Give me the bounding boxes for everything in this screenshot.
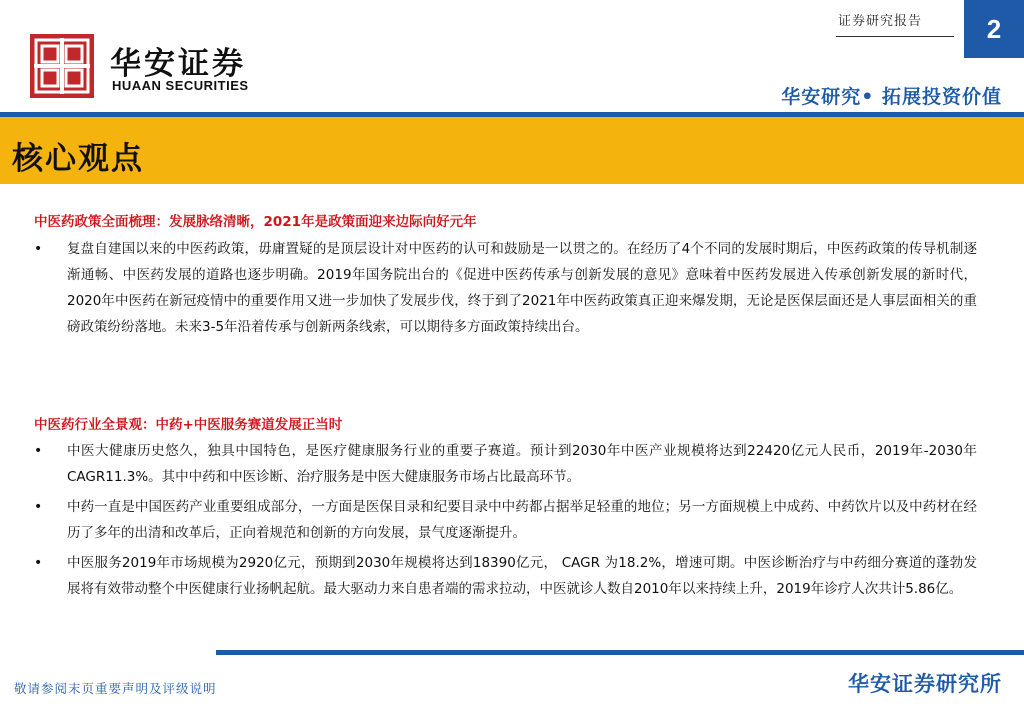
bullet-text: 中药一直是中国医药产业重要组成部分，一方面是医保目录和纪要目录中中药都占据举足轻重的地位；另一方面规模上中成药、中药饮片以及中药材在经历了多年的出清和改革后，正向着规范和创新的方向发展，景气度逐渐提升。	[67, 499, 977, 541]
footer-disclaimer: 敬请参阅末页重要声明及评级说明	[14, 681, 217, 696]
page-title: 核心观点	[12, 141, 144, 177]
brand-name-cn: 华安证券	[110, 46, 246, 82]
bullet-icon: •	[34, 443, 43, 459]
report-type-label: 证券研究报告	[838, 14, 923, 29]
bullet-icon: •	[34, 499, 43, 515]
title-band	[0, 117, 1024, 184]
section-heading-policy: 中医药政策全面梳理：发展脉络清晰，2021年是政策面迎来边际向好元年	[34, 214, 477, 230]
brand-name-en: HUAAN SECURITIES	[112, 78, 249, 93]
bullet-text: 复盘自建国以来的中医药政策，毋庸置疑的是顶层设计对中医药的认可和鼓励是一以贯之的。在经历了4个不同的发展时期后，中医药政策的传导机制逐渐通畅、中医药发展的道路也逐步明确。2019年国务院出台的《促进中医药传承与创新发展的意见》意味着中医药发展进入传承创新发展的新时代，2020年中医药在新冠疫情中的重要作用又进一步加快了发展步伐，终于到了2021年中医药政策真正迎来爆发期，无论是医保层面还是人事层面相关的重磅政策纷纷落地。未来3-5年沿着传承与创新两条线索，可以期待多方面政策持续出台。	[67, 241, 977, 335]
company-logo-icon	[30, 34, 94, 98]
bullet-text: 中医大健康历史悠久，独具中国特色，是医疗健康服务行业的重要子赛道。预计到2030年中医产业规模将达到22420亿元人民币，2019年-2030年 CAGR11.3%。其中中药和中医诊断、治疗服务是中医大健康服务市场占比最高环节。	[67, 443, 977, 485]
bullet-icon: •	[34, 241, 43, 257]
section-heading-industry: 中医药行业全景观：中药+中医服务赛道发展正当时	[34, 417, 343, 433]
footer-divider	[216, 650, 1024, 655]
page-number-badge: 2	[964, 0, 1024, 58]
report-type-underline	[836, 36, 954, 37]
footer-institute-name: 华安证券研究所	[848, 672, 1002, 696]
bullet-text: 中医服务2019年市场规模为2920亿元，预期到2030年规模将达到18390亿元， CAGR 为18.2%，增速可期。中医诊断治疗与中药细分赛道的蓬勃发展将有效带动整个中医健康行业扬帆起航。最大驱动力来自患者端的需求拉动，中医就诊人数自2010年以来持续上升，2019年诊疗人次共计5.86亿。	[67, 555, 977, 597]
bullet-icon: •	[34, 555, 43, 571]
header-slogan: 华安研究• 拓展投资价值	[781, 86, 1002, 108]
